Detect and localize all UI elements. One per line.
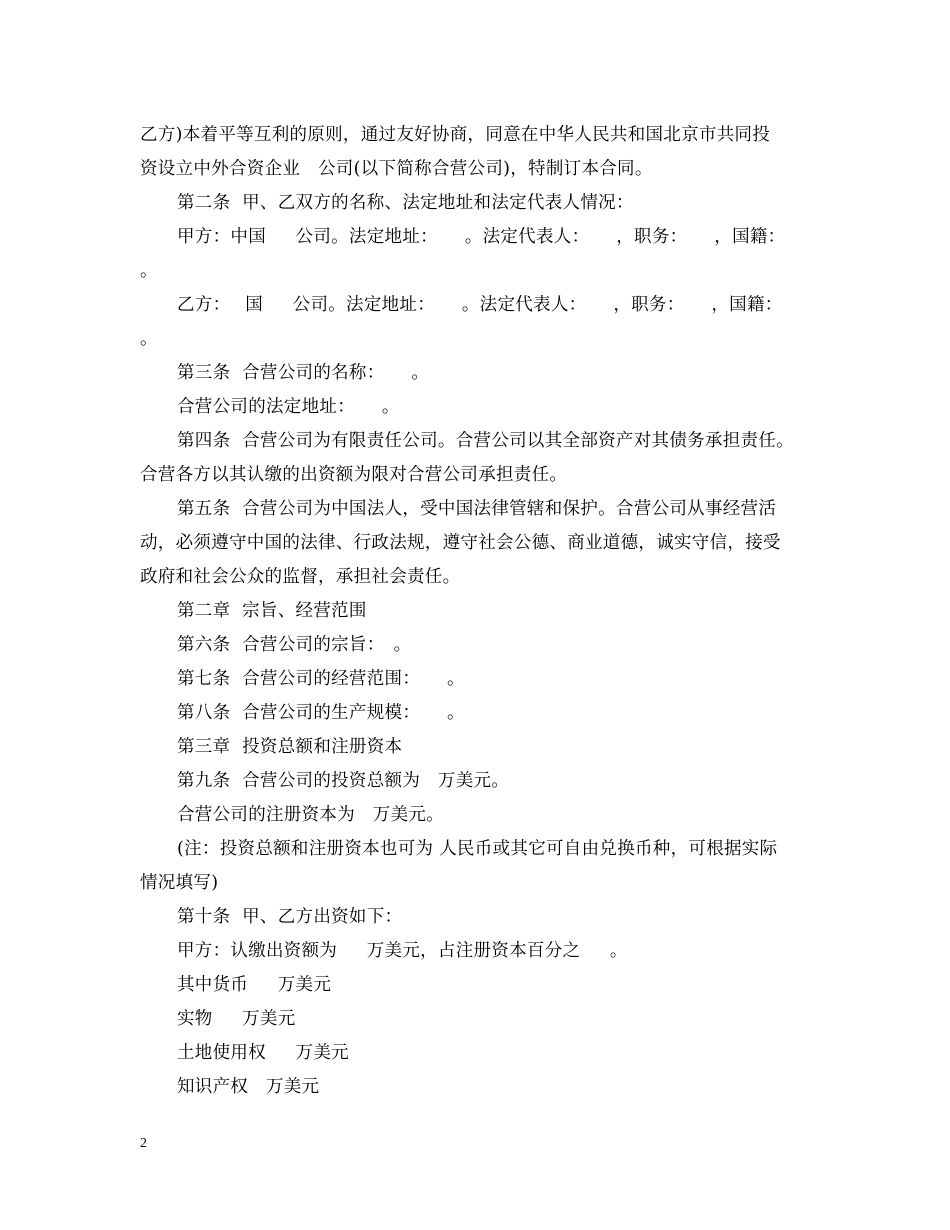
text-line: 第十条 甲、乙方出资如下：: [177, 907, 403, 927]
text-line: 甲方：认缴出资额为 万美元，占注册资本百分之 。: [177, 941, 628, 961]
text-line: 第三章 投资总额和注册资本: [177, 737, 403, 757]
text-line: 乙方： 国 公司。法定地址： 。法定代表人： ，职务： ，国籍：: [177, 295, 783, 315]
document-body: [140, 118, 820, 1104]
text-line: 实物 万美元: [177, 1009, 296, 1029]
text-line: 第六条 合营公司的宗旨： 。: [177, 635, 412, 655]
text-line: 。: [140, 261, 158, 281]
text-line: 政府和社会公众的监督，承担社会责任。: [140, 567, 461, 587]
text-line: 合营各方以其认缴的出资额为限对合营公司承担责任。: [140, 465, 568, 485]
text-line: 知识产权 万美元: [177, 1077, 320, 1097]
text-line: 第七条 合营公司的经营范围： 。: [177, 669, 465, 689]
text-line: 第三条 合营公司的名称： 。: [177, 363, 430, 383]
text-line: 第二章 宗旨、经营范围: [177, 601, 367, 621]
text-line: 情况填写): [140, 873, 219, 893]
text-line: 乙方)本着平等互利的原则，通过友好协商，同意在中华人民共和国北京市共同投: [140, 125, 771, 145]
text-line: 资设立中外合资企业 公司(以下简称合营公司)，特制订本合同。: [140, 159, 653, 179]
text-line: 合营公司的注册资本为 万美元。: [177, 805, 444, 825]
text-line: 土地使用权 万美元: [177, 1043, 349, 1063]
text-line: (注：投资总额和注册资本也可为 人民币或其它可自由兑换币种，可根据实际: [177, 839, 778, 859]
text-line: 第四条 合营公司为有限责任公司。合营公司以其全部资产对其债务承担责任。: [177, 431, 794, 451]
text-line: 其中货币 万美元: [177, 975, 332, 995]
page-number: 2: [140, 1136, 147, 1151]
text-line: 。: [140, 329, 158, 349]
text-line: 第二条 甲、乙双方的名称、法定地址和法定代表人情况：: [177, 193, 634, 213]
text-line: 第九条 合营公司的投资总额为 万美元。: [177, 771, 510, 791]
text-line: 甲方：中国 公司。法定地址： 。法定代表人： ，职务： ，国籍：: [177, 227, 786, 247]
text-line: 第五条 合营公司为中国法人，受中国法律管辖和保护。合营公司从事经营活: [177, 499, 777, 519]
text-line: 合营公司的法定地址： 。: [177, 397, 400, 417]
text-line: 第八条 合营公司的生产规模： 。: [177, 703, 465, 723]
text-line: 动，必须遵守中国的法律、行政法规，遵守社会公德、商业道德，诚实守信，接受: [140, 533, 781, 553]
